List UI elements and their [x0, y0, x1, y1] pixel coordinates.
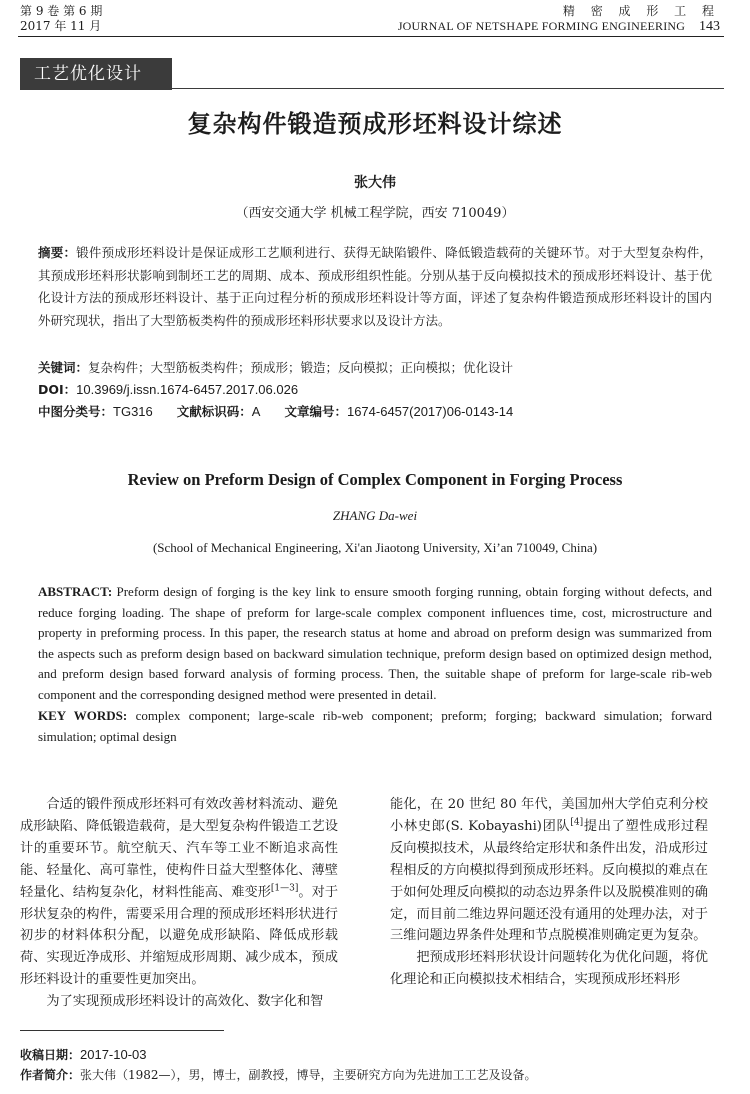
author-name-en: ZHANG Da-wei [332, 508, 418, 523]
keywords-en-label: KEY WORDS: [38, 708, 128, 723]
volume-issue: 第 9 卷 第 6 期 [20, 4, 103, 18]
body-paragraph: 把预成形坯料形状设计问题转化为优化问题，将优化理论和正向模拟技术相结合，实现预成形坯料形 [390, 950, 708, 988]
clc-label: 中图分类号： [38, 404, 114, 419]
section-tag: 工艺优化设计 [20, 58, 172, 90]
abstract-cn-text: 锻件预成形坯料设计是保证成形工艺顺利进行、获得无缺陷锻件、降低锻造载荷的关键环节。对于大型复杂构件，其预成形坯料形状影响到制坯工艺的周期、成本、预成形组织性能。分别从基于反向模拟技术的预成形坯料设计、基于优化设计方法的预成形坯料设计、基于正向过程分析的预成形坯料设计等方面，评述了复杂构件锻造预成形坯料设计的国内外研究现状，指出了大型筋板类构件的预成形坯料形状要求以及设计方法。 [38, 245, 712, 328]
author-name-cn: 张大伟 [354, 175, 396, 191]
body-column-right [390, 794, 708, 991]
running-header-right [398, 4, 720, 34]
body-paragraph: 为了实现预成形坯料设计的高效化、数字化和智 [46, 994, 324, 1010]
affiliation-en: (School of Mechanical Engineering, Xi'an Jiaotong University, Xi’an 710049, China) [152, 540, 598, 555]
doi-line [38, 380, 712, 400]
keywords-cn-label: 关键词： [38, 360, 89, 375]
journal-name-en: JOURNAL OF NETSHAPE FORMING ENGINEERING [397, 19, 686, 33]
body-paragraph: 合适的锻件预成形坯料可有效改善材料流动、避免成形缺陷、降低锻造载荷，是大型复杂构件锻造工艺设计的重要环节。航空航天、汽车等工业不断追求高性能、轻量化、高可靠性，使构件日益大型整体化、薄壁轻量化、结构复杂化，材料性能高、难变形[1—3]。对于形状复杂的构件，需要采用合理的预成形坯料形状进行初步的材料体积分配，以避免成形缺陷、降低成形载荷、实现近净成形、并缩短成形周期、减少成本，预成形坯料设计的重要性更加突出。 [20, 797, 339, 988]
page-number: 143 [699, 19, 720, 34]
header-divider [18, 36, 724, 37]
running-header-left [20, 4, 102, 34]
doc-code-value: A [251, 404, 261, 419]
keywords-cn [38, 358, 712, 378]
citation-ref[interactable]: [4] [570, 817, 584, 828]
doi-label: DOI： [38, 382, 77, 397]
doc-code-label: 文献标识码： [176, 404, 252, 419]
abstract-cn [38, 242, 712, 332]
classification-line [38, 402, 712, 422]
abstract-en-text: Preform design of forging is the key link to ensure smooth forging running, obtain forging without defects, and reduce forging loading. The shape of preform for large-scale complex component influences time, cost, microstructure and property in preforming process. In this paper, the research status at home and abroad on preform design was summarized from the aspects such as preform design based on backward simulation technique, preform design based on optimized design method, and preform design based forward analysis of forming process. Then, the suitable shape of preform for large-scale rib-web component and the corresponding designed method were presented in detail. [38, 584, 712, 702]
article-title-cn: 复杂构件锻造预成形坯料设计综述 [187, 110, 563, 138]
abstract-en-label: ABSTRACT: [38, 584, 113, 599]
received-value: 2017-10-03 [80, 1047, 147, 1062]
body-column-left [20, 794, 338, 1013]
keywords-cn-text: 复杂构件；大型筋板类构件；预成形；锻造；反向模拟；正向模拟；优化设计 [88, 360, 514, 375]
article-title-en: Review on Preform Design of Complex Component in Forging Process [127, 470, 623, 489]
journal-name-cn: 精 密 成 形 工 程 [562, 4, 720, 18]
bio-value: 张大伟（1982—），男，博士，副教授，博导，主要研究方向为先进加工工艺及设备。 [80, 1068, 537, 1082]
article-no-label: 文章编号： [284, 404, 347, 419]
issue-date: 2017 年 11 月 [20, 19, 102, 33]
article-no-value: 1674-6457(2017)06-0143-14 [346, 404, 514, 419]
body-paragraph: 能化，在 20 世纪 80 年代，美国加州大学伯克利分校小林史郎(S. Kobayashi)团队[4]提出了塑性成形过程反向模拟技术，从最终给定形状和条件出发，沿成形过程相反的方向模拟得到预成形坯料。反向模拟的难点在于如何处理反向模拟的动态边界条件以及脱模准则的确定，而目前二维边界问题还没有通用的处理办法，对于三维问题边界条件处理和节点脱模准则确定更为复杂。 [390, 797, 708, 944]
abstract-cn-label: 摘要： [38, 245, 77, 260]
abstract-en [38, 582, 712, 706]
footnote-received [20, 1046, 720, 1064]
footnote-divider [20, 1030, 224, 1031]
bio-label: 作者简介： [20, 1068, 81, 1082]
doi-value: 10.3969/j.issn.1674-6457.2017.06.026 [76, 382, 299, 397]
section-divider [20, 88, 724, 89]
received-label: 收稿日期： [20, 1048, 81, 1062]
keywords-en-text: complex component; large-scale rib-web component; preform; forging; backward simulation; forward simulation; optimal design [38, 708, 712, 744]
citation-ref[interactable]: [1—3] [270, 883, 299, 894]
footnote-author-bio [20, 1066, 720, 1084]
keywords-en [38, 706, 712, 747]
clc-value: TG316 [113, 404, 153, 419]
affiliation-cn: （西安交通大学 机械工程学院，西安 710049） [235, 206, 515, 221]
